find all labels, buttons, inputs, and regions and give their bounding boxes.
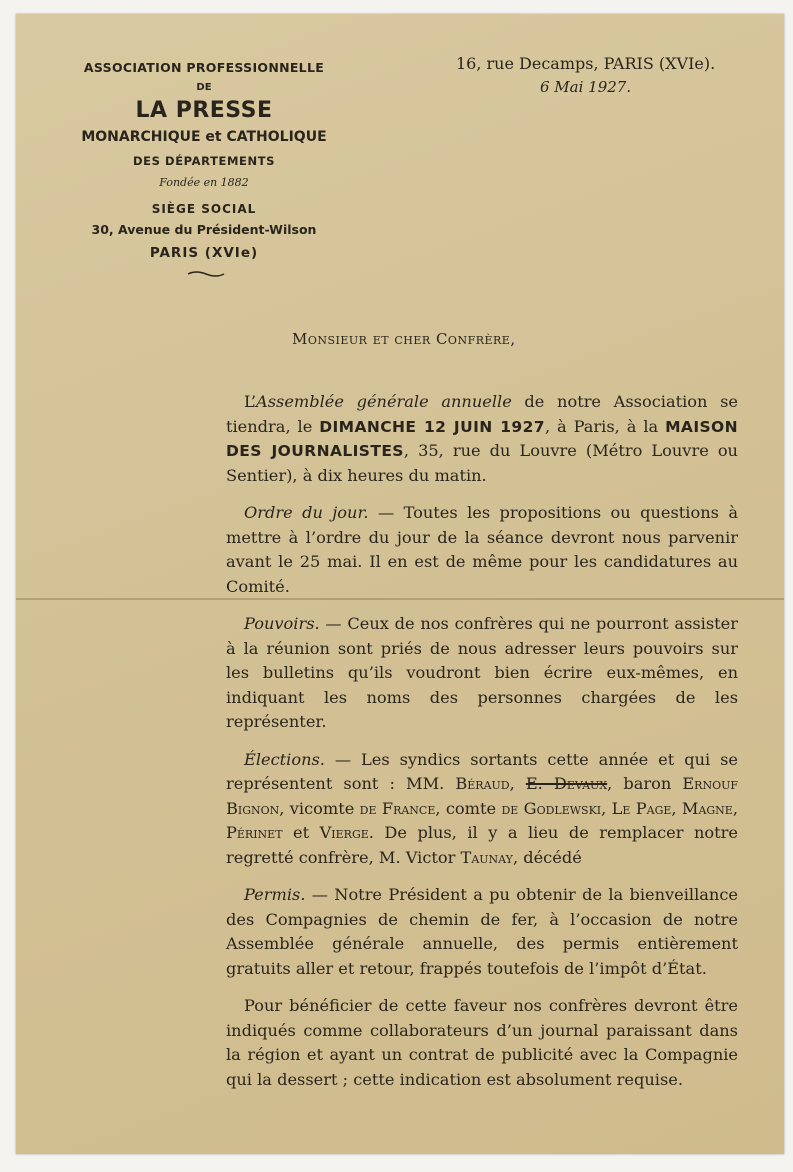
paragraph-elections [226, 748, 738, 871]
org-seat-city: PARIS (XVIe) [149, 245, 259, 261]
ornament-icon [186, 270, 226, 278]
text: et [282, 823, 320, 842]
member-name: Magne [681, 798, 733, 818]
text: . De plus, il y a lieu de remplacer notre regretté confrère, M. Victor [226, 823, 738, 867]
text: , décédé [512, 847, 582, 867]
org-name-line: DE [196, 82, 212, 93]
section-title: Élections. [244, 749, 325, 769]
meeting-venue: MAISON DES JOURNALISTES [226, 417, 738, 460]
text: Assemblée générale annuelle [256, 392, 512, 411]
member-name: Vierge [319, 823, 369, 842]
member-name: Ernouf Bignon [226, 774, 739, 818]
letter-date: 6 Mai 1927. [540, 78, 632, 96]
paragraph-permits [226, 883, 738, 981]
text: — Les syndics sortants cette année et qui se représentent sont : MM. [226, 749, 738, 793]
org-seat-address: 30, Avenue du Président-Wilson [91, 222, 317, 237]
org-seat-label: SIÈGE SOCIAL [151, 202, 257, 216]
text: , [671, 798, 682, 818]
org-name-title: LA PRESSE [135, 98, 273, 123]
section-title: Pouvoirs. [244, 614, 320, 633]
text: — Notre Président a pu obtenir de la bienveillance des Compagnies de chemin de fer, à l’occasion de notre Assemblée générale annuelle, des permis entièrement gratuits aller et retour, frappés toutefois de l’impôt d’État. [226, 885, 738, 978]
member-name: de France [359, 798, 436, 818]
meeting-date: DIMANCHE 12 JUIN 1927 [319, 417, 545, 436]
org-name-line: DES DÉPARTEMENTS [132, 154, 276, 168]
letter-body [226, 390, 738, 1105]
org-name-line: MONARCHIQUE et CATHOLIQUE [81, 129, 327, 145]
member-name: de Godlewski [501, 798, 602, 818]
org-founded: Fondée en 1882 [159, 176, 249, 189]
text: , comte [435, 798, 502, 818]
paragraph-agenda [226, 501, 738, 599]
text: , [732, 798, 738, 818]
member-name: Béraud [455, 774, 510, 793]
salutation: Monsieur et cher Confrère, [292, 330, 516, 348]
sender-address: 16, rue Decamps, PARIS (XVIe). [456, 54, 716, 73]
org-name-line: ASSOCIATION PROFESSIONNELLE [83, 60, 325, 75]
text: de notre Association se tiendra, le [226, 392, 738, 436]
text: , [601, 798, 612, 818]
member-name: Périnet [226, 823, 283, 842]
text: , [509, 774, 526, 793]
paragraph-proxies [226, 612, 738, 735]
text: — Toutes les propositions ou questions à mettre à l’ordre du jour de la séance devront nous parvenir avant le 25 mai. Il en est de même pour les candidatures au Comité. [226, 503, 738, 596]
text: , vicomte [279, 798, 360, 818]
struck-member-name: E. Devaux [525, 774, 608, 793]
member-name: Le Page [611, 798, 672, 818]
section-title: Ordre du jour. [244, 503, 369, 522]
member-name: Taunay [460, 847, 513, 867]
text: , 35, rue du Louvre (Métro Louvre ou Sentier), à dix heures du matin. [226, 441, 738, 485]
paragraph-assembly [226, 390, 738, 488]
text: , à Paris, à la [544, 416, 666, 436]
section-title: Permis. [244, 885, 306, 904]
paragraph-conditions: Pour bénéficier de cette faveur nos confrères devront être indiqués comme collaborateurs d’un journal paraissant dans la région et ayant un contrat de publicité avec la Compagnie qui la dessert ; cette indication est absolument requise. [226, 996, 738, 1089]
text: — Ceux de nos confrères qui ne pourront assister à la réunion sont priés de nous adresser leurs pouvoirs sur les bulletins qu’ils voudront bien écrire eux-mêmes, en indiquant les noms des personnes chargées de les représenter. [226, 614, 738, 731]
text: , baron [607, 774, 683, 793]
text: L’ [244, 392, 257, 411]
